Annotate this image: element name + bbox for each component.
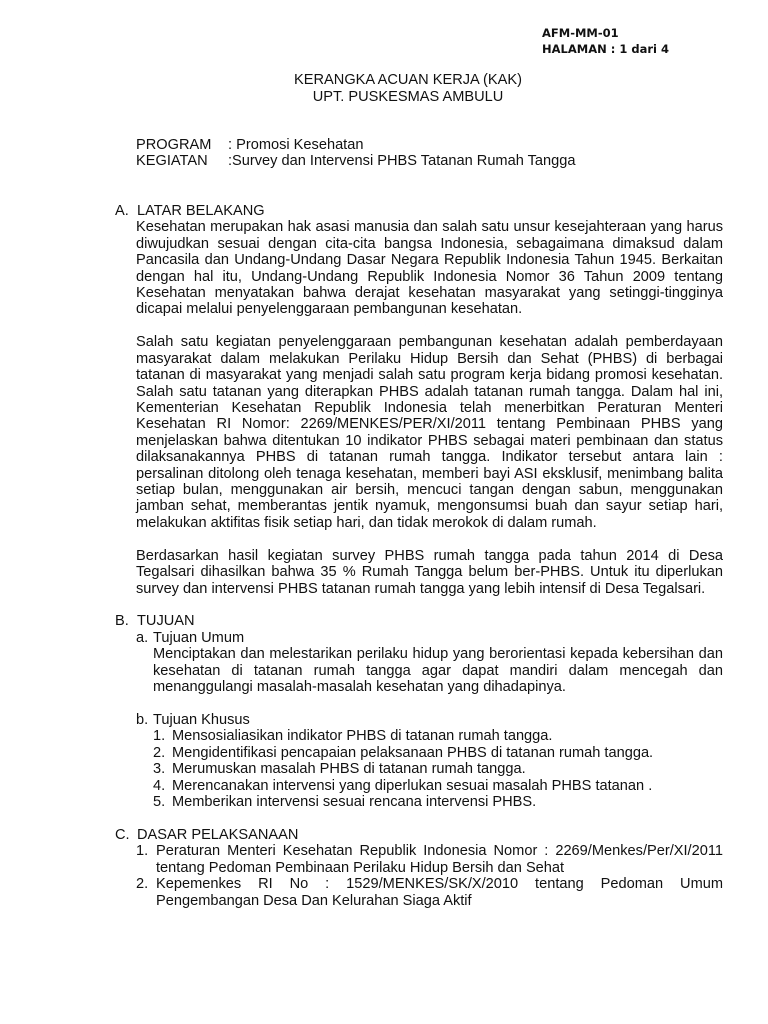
item-number: 5.	[153, 794, 166, 810]
paragraph: Salah satu kegiatan penyelenggaraan pembangunan kesehatan adalah pemberdayaan masyarakat dalam melakukan Perilaku Hidup Bersih dan Sehat (PHBS) di berbagai tatanan di masyarakat yang menjadi salah satu program kerja bidang promosi kesehatan. Salah satu tatanan yang diterapkan PHBS adalah tatanan rumah tangga. Dalam hal ini, Kementerian Kesehatan Republik Indonesia telah menerbitkan Peraturan Menteri Kesehatan RI Nomor: 2269/MENKES/PER/XI/2011 tentang Pembinaan PHBS yang menjelaskan bahwa ditentukan 10 indikator PHBS sebagai materi pembinaan dan status dilaksanakannya PHBS di tatanan rumah tangga. Indikator tersebut antara lain : persalinan ditolong oleh tenaga kesehatan, memberi bayi ASI eksklusif, menimbang balita setiap bulan, menggunakan air bersih, mencuci tangan dengan sabun, menggunakan jamban sehat, memberantas jentik nyamuk, mengonsumsi buah dan sayur setiap hari, melakukan aktifitas fisik setiap hari, dan tidak merokok di dalam rumah.	[136, 334, 723, 531]
tujuan-khusus-heading	[136, 712, 723, 728]
item-text: Kepemenkes RI No : 1529/MENKES/SK/X/2010 tentang Pedoman Umum Pengembangan Desa Dan Kelurahan Siaga Aktif	[156, 876, 723, 909]
document-body	[115, 203, 723, 909]
item-text: Mensosialiasikan indikator PHBS di tatanan rumah tangga.	[172, 728, 553, 745]
tujuan-umum-text: Menciptakan dan melestarikan perilaku hidup yang berorientasi kepada kebersihan dan kesehatan di tatanan rumah tangga agar dapat mandiri dalam mencegah dan menanggulangi masalah-masalah kesehatan yang dihadapinya.	[153, 646, 723, 696]
section-title: TUJUAN	[137, 613, 195, 630]
list-item	[153, 794, 723, 810]
paragraph: Kesehatan merupakan hak asasi manusia dan salah satu unsur kesejahteraan yang harus diwujudkan sesuai dengan cita-cita bangsa Indonesia, sebagaimana dimaksud dalam Pancasila dan Undang-Undang Dasar Negara Republik Indonesia Tahun 1945. Berkaitan dengan hal itu, Undang-Undang Republik Indonesia Nomor 36 Tahun 2009 tentang Kesehatan menyatakan bahwa derajat kesehatan masyarakat yang setinggi-tingginya dicapai melalui penyelenggaraan pembangunan kesehatan.	[136, 219, 723, 318]
program-value: : Promosi Kesehatan	[228, 137, 364, 153]
item-number: 4.	[153, 777, 166, 794]
paragraph: Berdasarkan hasil kegiatan survey PHBS rumah tangga pada tahun 2014 di Desa Tegalsari dihasilkan bahwa 35 % Rumah Tangga belum ber-PHBS. Untuk itu diperlukan survey dan intervensi PHBS tatanan rumah tangga yang lebih intensif di Desa Tegalsari.	[136, 547, 723, 597]
title-line-1: KERANGKA ACUAN KERJA (KAK)	[294, 72, 522, 88]
item-number: 1.	[136, 843, 149, 860]
tujuan-umum-heading	[136, 630, 723, 646]
list-item	[136, 843, 723, 876]
program-block	[136, 137, 576, 170]
list-item	[153, 728, 723, 744]
document-code: AFM-MM-01	[542, 26, 619, 40]
kegiatan-value: :Survey dan Intervensi PHBS Tatanan Rumah Tangga	[228, 153, 576, 170]
item-number: 2.	[136, 876, 149, 893]
kegiatan-row	[136, 153, 576, 169]
item-text: Merencanakan intervensi yang diperlukan sesuai masalah PHBS tatanan .	[172, 777, 653, 794]
list-item	[153, 778, 723, 794]
sub-letter: b.	[136, 711, 149, 728]
section-a-heading	[115, 203, 723, 219]
section-title: LATAR BELAKANG	[137, 203, 265, 219]
page-info: HALAMAN : 1 dari 4	[542, 42, 669, 56]
tujuan-khusus-list	[153, 728, 723, 810]
item-text: Mengidentifikasi pencapaian pelaksanaan PHBS di tatanan rumah tangga.	[172, 744, 654, 761]
list-item	[153, 745, 723, 761]
section-c-heading	[115, 827, 723, 843]
title-line-2: UPT. PUSKESMAS AMBULU	[312, 88, 504, 105]
dasar-pelaksanaan-list	[136, 843, 723, 909]
list-item	[153, 761, 723, 777]
kegiatan-label: KEGIATAN	[136, 153, 208, 170]
section-letter: C.	[115, 826, 130, 843]
section-letter: A.	[115, 203, 129, 219]
item-text: Peraturan Menteri Kesehatan Republik Indonesia Nomor : 2269/Menkes/Per/XI/2011 tentang Pedoman Pembinaan Perilaku Hidup Bersih dan Sehat	[156, 843, 723, 876]
document-code-block	[542, 25, 669, 57]
item-number: 1.	[153, 728, 166, 745]
section-b-heading	[115, 613, 723, 629]
section-letter: B.	[115, 613, 129, 630]
sub-letter: a.	[136, 629, 149, 646]
sub-title: Tujuan Umum	[153, 629, 245, 646]
item-number: 3.	[153, 761, 166, 778]
item-text: Merumuskan masalah PHBS di tatanan rumah tangga.	[172, 761, 526, 778]
program-label: PROGRAM	[136, 137, 212, 153]
sub-title: Tujuan Khusus	[153, 711, 250, 728]
document-title	[0, 72, 768, 105]
section-title: DASAR PELAKSANAAN	[137, 826, 299, 843]
program-row	[136, 137, 576, 153]
list-item	[136, 876, 723, 909]
item-number: 2.	[153, 744, 166, 761]
item-text: Memberikan intervensi sesuai rencana intervensi PHBS.	[172, 794, 537, 810]
